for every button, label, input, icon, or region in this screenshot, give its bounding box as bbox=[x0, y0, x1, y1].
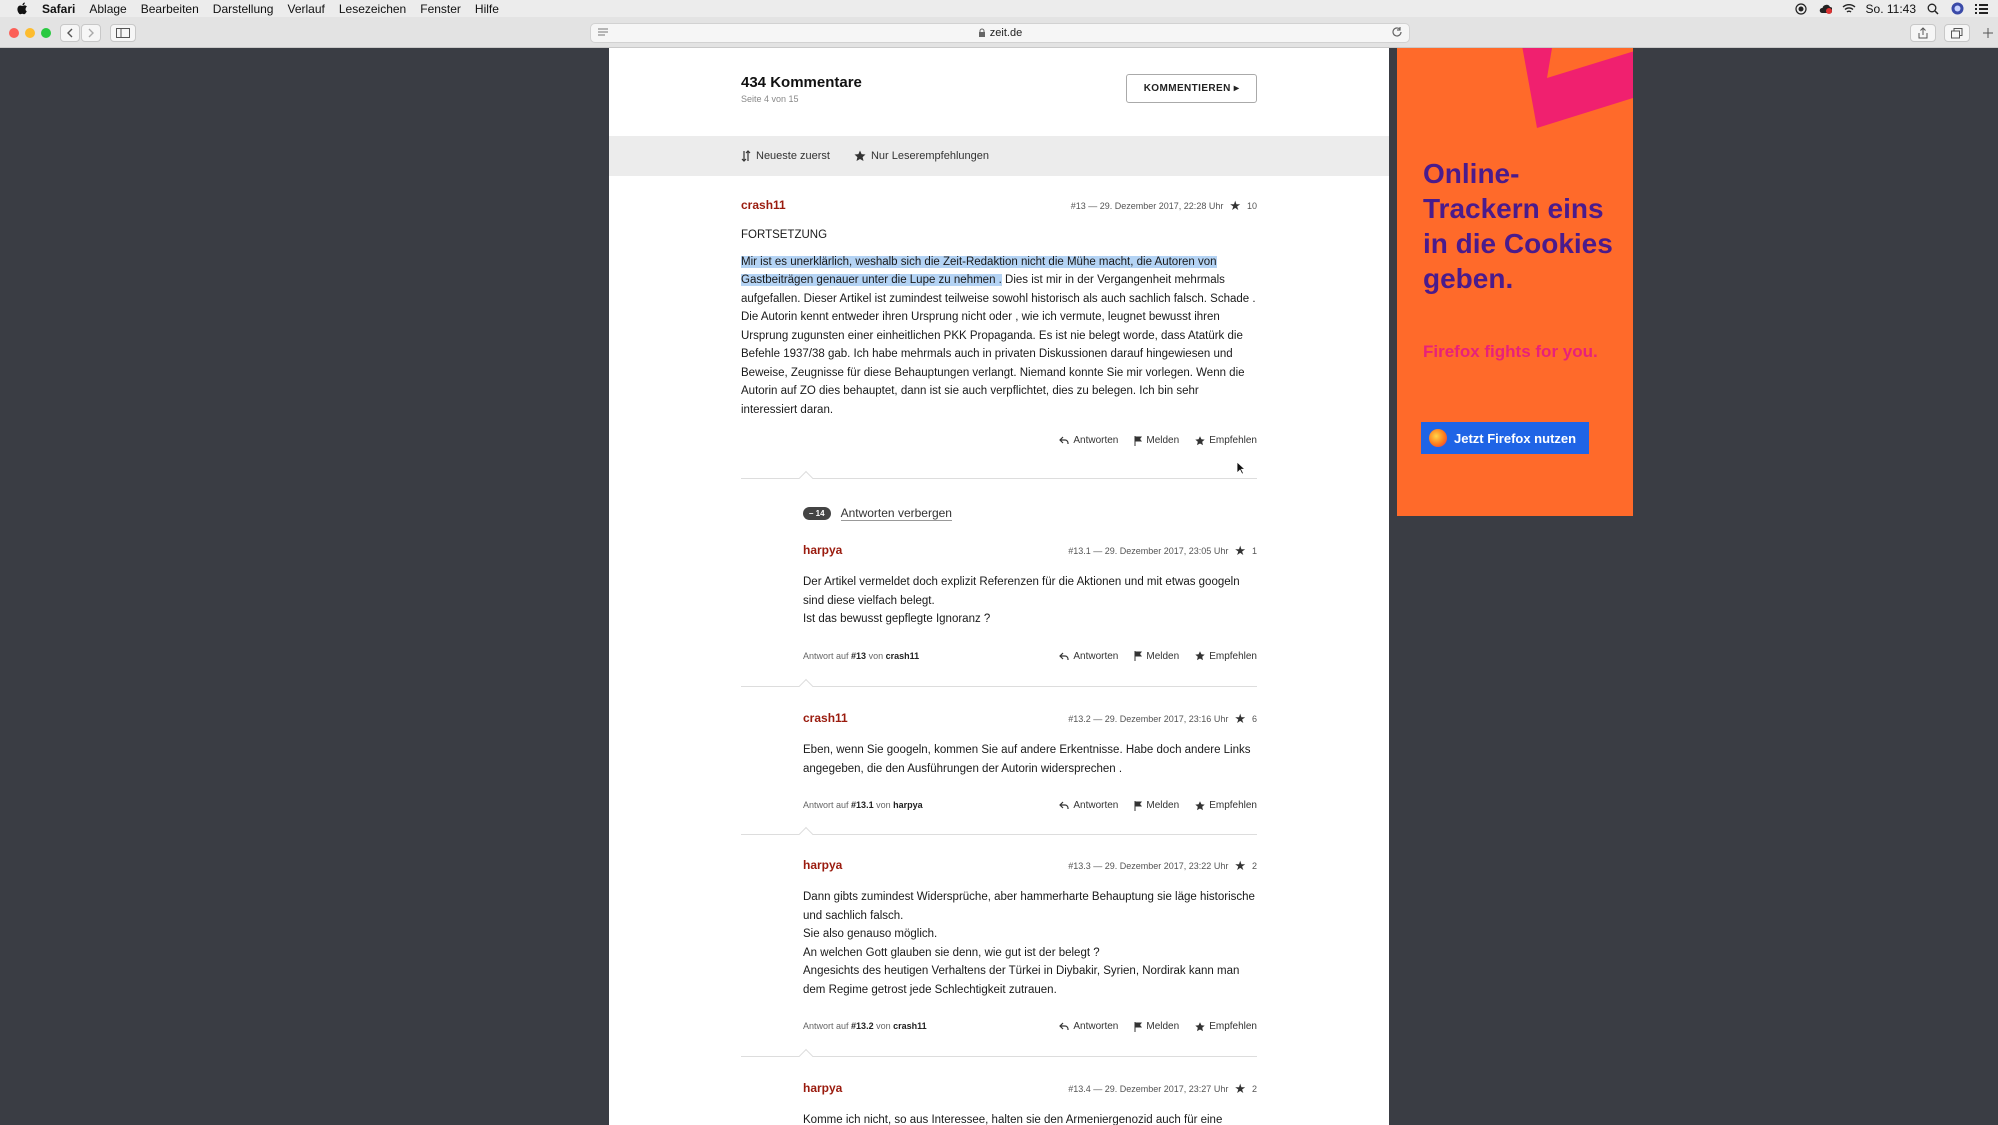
replies-toggle[interactable] bbox=[803, 506, 952, 521]
comment-author[interactable]: harpya bbox=[803, 543, 843, 557]
star-icon: ★ bbox=[1234, 543, 1246, 558]
recommended-only-label: Nur Leserempfehlungen bbox=[870, 150, 990, 162]
comment-heading: FORTSETZUNG bbox=[741, 229, 828, 241]
recommendation-count: 10 bbox=[1246, 201, 1257, 211]
comment-body bbox=[803, 741, 1257, 778]
comment-divider bbox=[741, 478, 1257, 479]
reply-icon bbox=[1059, 652, 1069, 661]
star-icon: ★ bbox=[1234, 711, 1246, 726]
menu-app-safari[interactable]: Safari bbox=[42, 1, 76, 16]
address-bar[interactable] bbox=[590, 23, 1410, 43]
comment-author[interactable]: crash11 bbox=[803, 711, 848, 725]
comment-body bbox=[803, 573, 1257, 629]
recommendation-count: 2 bbox=[1251, 1084, 1257, 1094]
recommend-button[interactable]: Empfehlen bbox=[1195, 800, 1257, 811]
comment-meta[interactable]: #13 — 29. Dezember 2017, 22:28 Uhr bbox=[1070, 201, 1224, 211]
comment-author[interactable]: harpya bbox=[803, 1081, 843, 1095]
comment-line: Ist das bewusst gepflegte Ignoranz ? bbox=[803, 613, 991, 625]
comment-text: Dies ist mir in der Vergangenheit mehrmals aufgefallen. Dieser Artikel ist zumindest teilweise sowohl historisch als auch sachlich falsch. Schade . Die Autorin kennt entweder ihren Ursprung nicht oder , wie ich vermute, leugnet bewusst ihren Ursprung zugunsten einer einheitlichen PKK Propaganda. Es ist nie belegt worde, dass Atatürk die Befehle 1937/38 gab. Ich habe mehrmals auch in privaten Diskussionen darauf hingewiesen und Beweise, Zeugnisse für diese Behauptungen verlangt. Niemand konnte Sie mir vorlegen. Wenn die Autorin auf ZO dies behauptet, dann ist sie auch verpflichtet, dies zu belegen. Ich bin sehr interessiert daran. bbox=[741, 274, 1256, 416]
menu-ablage[interactable]: Ablage bbox=[89, 1, 127, 16]
wifi-icon[interactable] bbox=[1842, 2, 1856, 16]
report-button[interactable]: Melden bbox=[1134, 435, 1179, 446]
recommended-only-filter[interactable] bbox=[854, 150, 989, 162]
comment-body bbox=[803, 888, 1257, 999]
flag-icon bbox=[1134, 1022, 1142, 1032]
star-icon: ★ bbox=[1234, 1081, 1246, 1096]
recommendation-count: 1 bbox=[1251, 546, 1257, 556]
record-icon[interactable] bbox=[1794, 2, 1808, 16]
comment-body bbox=[803, 1111, 1257, 1125]
comments-page-indicator: Seite 4 von 15 bbox=[741, 94, 799, 104]
ad-cta-button[interactable] bbox=[1421, 422, 1589, 454]
reply-icon bbox=[1059, 801, 1069, 810]
sort-newest-label: Neueste zuerst bbox=[756, 150, 830, 162]
close-window-icon[interactable] bbox=[9, 28, 19, 38]
menu-bar bbox=[0, 0, 1998, 17]
comment-line: Sie also genauso möglich. bbox=[803, 928, 938, 940]
comment-meta[interactable]: #13.3 — 29. Dezember 2017, 23:22 Uhr bbox=[1068, 861, 1229, 871]
recommend-button[interactable]: Empfehlen bbox=[1195, 435, 1257, 446]
firefox-ad-banner[interactable] bbox=[1397, 48, 1633, 516]
comment-actions bbox=[741, 435, 1257, 449]
kommentieren-button[interactable]: KOMMENTIEREN ▸ bbox=[1126, 74, 1257, 103]
ad-cta-label: Jetzt Firefox nutzen bbox=[1454, 430, 1577, 446]
share-icon bbox=[1918, 27, 1928, 39]
reply-button[interactable]: Antworten bbox=[1059, 1021, 1118, 1032]
menu-lesezeichen[interactable]: Lesezeichen bbox=[338, 1, 407, 16]
reply-reference-link[interactable]: #13.1 bbox=[851, 800, 874, 810]
recommendation-count: 2 bbox=[1251, 861, 1257, 871]
report-button[interactable]: Melden bbox=[1134, 651, 1179, 662]
forward-button[interactable] bbox=[81, 24, 101, 42]
cloud-icon[interactable] bbox=[1818, 2, 1832, 16]
selected-text: Mir ist es unerklärlich, weshalb sich die Zeit-Redaktion nicht die Mühe macht, die Autoren von Gastbeiträgen genauer unter die Lupe zu nehmen . bbox=[741, 255, 1217, 286]
star-icon: ★ bbox=[1234, 858, 1246, 873]
tabs-icon bbox=[1951, 28, 1963, 39]
menu-bearbeiten[interactable]: Bearbeiten bbox=[140, 1, 199, 16]
recommendation-count: 6 bbox=[1251, 714, 1257, 724]
comments-page bbox=[609, 48, 1389, 1125]
reader-view-icon[interactable] bbox=[597, 27, 609, 37]
plus-icon bbox=[1983, 28, 1993, 38]
star-icon bbox=[1195, 651, 1205, 661]
reload-icon[interactable] bbox=[1391, 26, 1403, 38]
comment-meta[interactable]: #13.1 — 29. Dezember 2017, 23:05 Uhr bbox=[1068, 546, 1229, 556]
menubar-clock[interactable]: So. 11:43 bbox=[1865, 1, 1916, 16]
recommend-button[interactable]: Empfehlen bbox=[1195, 651, 1257, 662]
zoom-window-icon[interactable] bbox=[41, 28, 51, 38]
comment-actions bbox=[803, 800, 1257, 814]
comments-header bbox=[741, 74, 1257, 104]
comment-body bbox=[741, 226, 1257, 419]
star-icon bbox=[1195, 436, 1205, 446]
comment-line: An welchen Gott glauben sie denn, wie gut ist der belegt ? bbox=[803, 946, 1100, 959]
comment-line: Eben, wenn Sie googeln, kommen Sie auf andere Erkentnisse. Habe doch andere Links angegeben, die den Ausführungen der Autorin widersprechen . bbox=[803, 744, 1251, 775]
report-button[interactable]: Melden bbox=[1134, 1021, 1179, 1032]
star-icon: ★ bbox=[1229, 198, 1241, 213]
reply-button[interactable]: Antworten bbox=[1059, 800, 1118, 811]
comment-divider bbox=[741, 686, 1257, 687]
star-icon bbox=[1195, 801, 1205, 811]
flag-icon bbox=[1134, 436, 1142, 446]
new-tab-button[interactable] bbox=[1980, 24, 1996, 42]
comment-author[interactable]: harpya bbox=[803, 858, 843, 872]
minimize-window-icon[interactable] bbox=[25, 28, 35, 38]
menu-darstellung[interactable]: Darstellung bbox=[212, 1, 274, 16]
siri-icon[interactable] bbox=[1950, 2, 1964, 16]
ad-headline: Online-Trackern eins in die Cookies geben. bbox=[1423, 158, 1613, 294]
star-icon bbox=[1195, 1022, 1205, 1032]
back-button[interactable] bbox=[60, 24, 80, 42]
comment-divider bbox=[741, 834, 1257, 835]
report-button[interactable]: Melden bbox=[1134, 800, 1179, 811]
recommend-button[interactable]: Empfehlen bbox=[1195, 1021, 1257, 1032]
reply-reference: Antwort auf #13 von crash11 bbox=[803, 650, 920, 661]
reply-reference: Antwort auf #13.2 von crash11 bbox=[803, 1021, 927, 1031]
comment-13-4 bbox=[803, 1081, 1257, 1125]
flag-icon bbox=[1134, 801, 1142, 811]
reply-reference-user[interactable]: crash11 bbox=[885, 650, 920, 661]
sidebar-icon bbox=[116, 28, 130, 38]
comment-meta[interactable]: #13.4 — 29. Dezember 2017, 23:27 Uhr bbox=[1068, 1084, 1229, 1094]
sort-newest-filter[interactable] bbox=[741, 150, 830, 162]
tabs-overview-button[interactable] bbox=[1944, 24, 1970, 42]
browser-toolbar bbox=[0, 17, 1998, 48]
menu-hilfe[interactable]: Hilfe bbox=[474, 1, 499, 16]
chevron-left-icon bbox=[66, 28, 74, 38]
reply-button[interactable]: Antworten bbox=[1059, 435, 1118, 446]
url-text: zeit.de bbox=[989, 27, 1023, 39]
reply-button[interactable]: Antworten bbox=[1059, 651, 1118, 662]
comment-line: Der Artikel vermeldet doch explizit Referenzen für die Aktionen und mit etwas googeln sind diese vielfach belegt. bbox=[803, 576, 1240, 607]
comment-13-1 bbox=[803, 543, 1257, 665]
web-content bbox=[0, 48, 1998, 1125]
window-controls bbox=[9, 28, 51, 38]
sidebar-toggle-button[interactable] bbox=[110, 24, 136, 42]
comment-filter-bar bbox=[609, 136, 1389, 176]
star-icon bbox=[854, 150, 866, 162]
sort-icon bbox=[741, 150, 751, 162]
reply-reference-link[interactable]: #13 bbox=[851, 650, 867, 661]
comment-13-2 bbox=[803, 711, 1257, 814]
reply-reference-user[interactable]: harpya bbox=[893, 800, 923, 810]
menu-verlauf[interactable]: Verlauf bbox=[287, 1, 325, 16]
reply-reference-user[interactable]: crash11 bbox=[893, 1021, 927, 1031]
apple-menu-icon[interactable] bbox=[14, 0, 30, 17]
notification-center-icon[interactable] bbox=[1974, 2, 1988, 16]
hide-replies-link[interactable]: Antworten verbergen bbox=[840, 506, 952, 520]
firefox-logo-icon bbox=[1429, 429, 1447, 447]
mouse-cursor-icon bbox=[1236, 461, 1245, 475]
comments-count-title: 434 Kommentare bbox=[741, 74, 862, 91]
comment-actions bbox=[803, 651, 1257, 665]
replies-count-badge: – 14 bbox=[803, 507, 831, 520]
comment-13 bbox=[741, 198, 1257, 449]
menu-fenster[interactable]: Fenster bbox=[420, 1, 461, 16]
comment-line: Komme ich nicht, so aus Interessee, halten sie den Armeniergenozid auch für eine bbox=[803, 1114, 1223, 1125]
lock-icon bbox=[978, 28, 986, 38]
comment-meta[interactable]: #13.2 — 29. Dezember 2017, 23:16 Uhr bbox=[1068, 714, 1229, 724]
share-button[interactable] bbox=[1910, 24, 1936, 42]
reply-reference-link[interactable]: #13.2 bbox=[851, 1021, 874, 1031]
ad-subline: Firefox fights for you. bbox=[1423, 342, 1598, 361]
reply-icon bbox=[1059, 1022, 1069, 1031]
chevron-right-icon bbox=[87, 28, 95, 38]
comment-divider bbox=[741, 1056, 1257, 1057]
comment-actions bbox=[803, 1021, 1257, 1035]
reply-reference: Antwort auf #13.1 von harpya bbox=[803, 800, 923, 810]
ad-decorative-shape bbox=[1477, 48, 1633, 158]
comment-line: Angesichts des heutigen Verhaltens der Türkei in Diybakir, Syrien, Nordirak kann man dem Regime getrost jede Schlechtigkeit zutrauen. bbox=[803, 965, 1240, 996]
spotlight-search-icon[interactable] bbox=[1926, 2, 1940, 16]
comment-line: Dann gibts zumindest Widersprüche, aber hammerharte Behauptung sie läge historische und sachlich falsch. bbox=[803, 891, 1255, 922]
flag-icon bbox=[1134, 651, 1142, 661]
reply-icon bbox=[1059, 436, 1069, 445]
comment-author[interactable]: crash11 bbox=[741, 198, 786, 212]
comment-13-3 bbox=[803, 858, 1257, 1035]
